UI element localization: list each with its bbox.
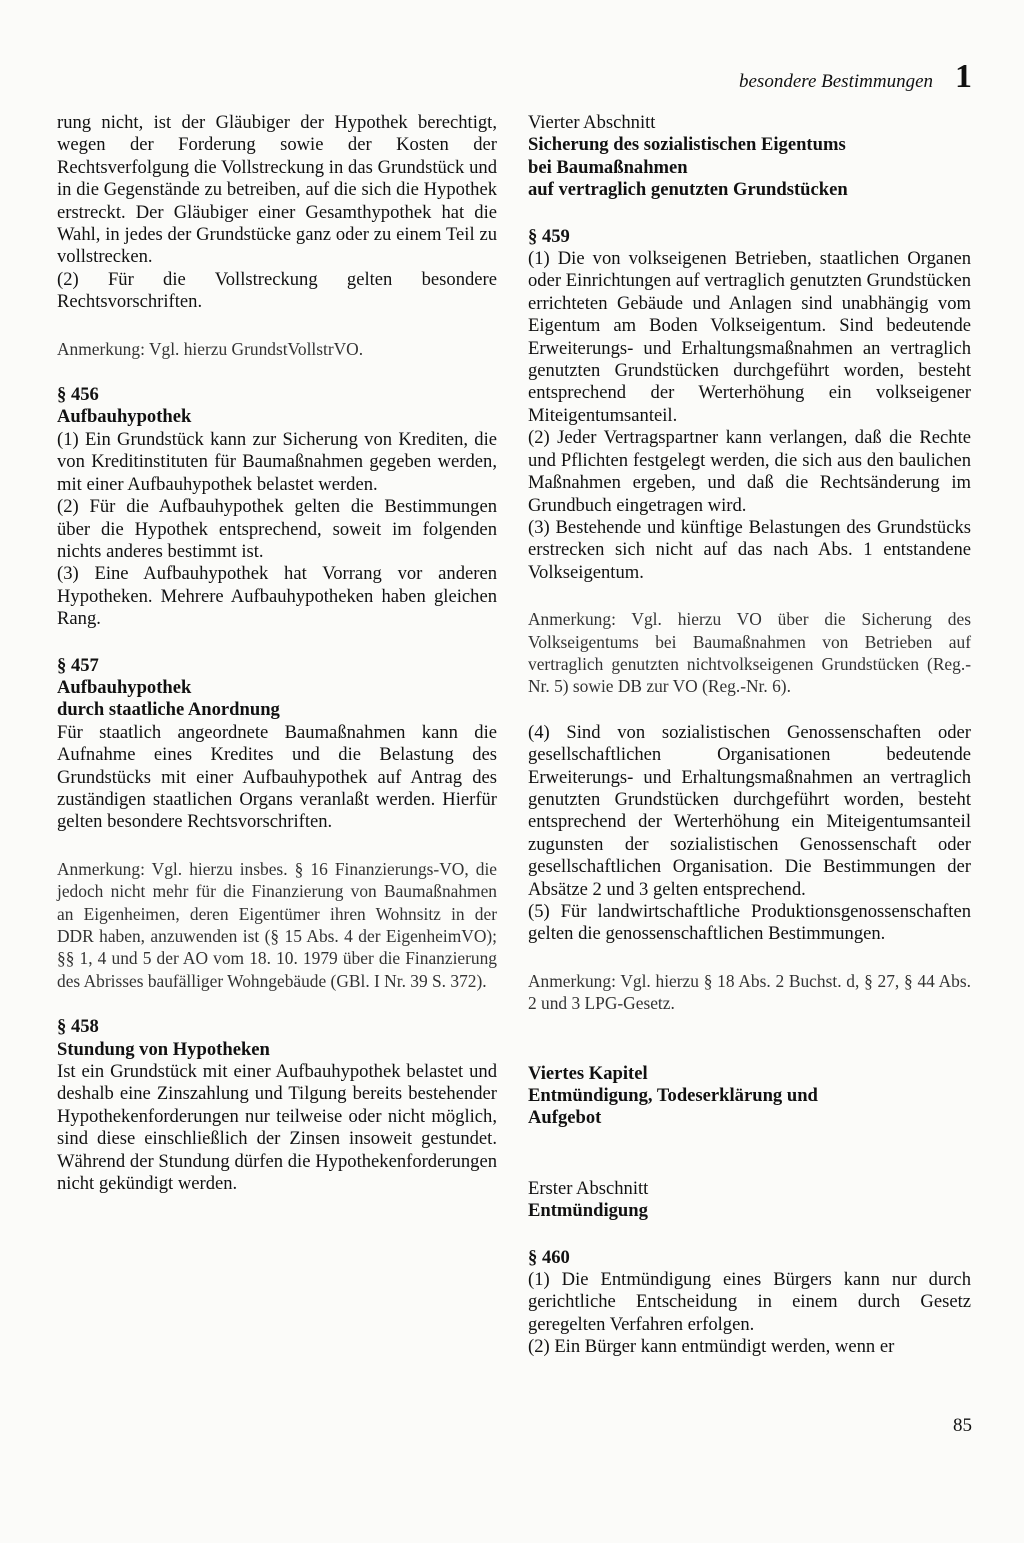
section-title: Aufbauhypothek (57, 406, 192, 428)
section-number: § 457 (57, 654, 99, 676)
paragraph: (2) Ein Bürger kann entmündigt werden, wenn er (528, 1336, 895, 1358)
paragraph: (1) Ein Grundstück kann zur Sicherung von Krediten, die von Kreditinstituten für Baumaßnahmen gegeben werden, mit einer Aufbauhypothek belastet werden. (57, 428, 497, 495)
paragraph: Ist ein Grundstück mit einer Aufbauhypothek belastet und deshalb eine Zinszahlung und Tilgung bereits bestehender Hypothekenforderungen nur teilweise oder nicht möglich, sind diese einschließlich der Zinsen insoweit gestundet. Während der Stundung dürfen die Hypothekenforderungen nicht gekündigt werden. (57, 1061, 497, 1195)
paragraph: (3) Eine Aufbauhypothek hat Vorrang vor anderen Hypotheken. Mehrere Aufbauhypotheken haben gleichen Rang. (57, 563, 497, 630)
annotation-note: Anmerkung: Vgl. hierzu § 18 Abs. 2 Buchst. d, § 27, § 44 Abs. 2 und 3 LPG-Gesetz. (528, 970, 971, 1014)
section-title: Stundung von Hypotheken (57, 1038, 270, 1060)
section-title: Aufbauhypothek (57, 676, 192, 698)
paragraph: (5) Für landwirtschaftliche Produktionsgenossenschaften gelten die genossenschaftlichen Bestimmungen. (528, 901, 971, 945)
section-457 (57, 655, 497, 993)
chapter-number: 1 (955, 58, 972, 95)
annotation-note: Anmerkung: Vgl. hierzu VO über die Sicherung des Volkseigentums bei Baumaßnahmen von Betrieben auf vertraglich genutzten nichtvolkseigenen Grundstücken (Reg.-Nr. 5) sowie DB zur VO (Reg.-Nr. 6). (528, 609, 971, 697)
continued-paragraph-2: (2) Für die Vollstreckung gelten besondere Rechtsvorschriften. (57, 268, 497, 313)
paragraph: Für staatlich angeordnete Baumaßnahmen kann die Aufnahme eines Kredites und die Belastung des Grundstücks mit einer Aufbauhypothek auf Antrag des zuständigen staatlichen Organs veranlaßt werden. Hierfür gelten besondere Rechtsvorschriften. (57, 721, 497, 833)
section-title: durch staatliche Anordnung (57, 699, 280, 721)
header-title: besondere Bestimmungen (739, 71, 933, 92)
section-456 (57, 384, 497, 630)
left-column (57, 112, 497, 1195)
annotation-note: Anmerkung: Vgl. hierzu GrundstVollstrVO. (57, 338, 364, 359)
paragraph: (1) Die Entmündigung eines Bürgers kann nur durch gerichtliche Entscheidung in einem durch Gesetz geregelten Verfahren erfolgen. (528, 1269, 971, 1335)
chapter-heading: Entmündigung, Todeserklärung und (528, 1085, 818, 1107)
section-heading: bei Baumaßnahmen (528, 156, 688, 178)
continued-paragraph: rung nicht, ist der Gläubiger der Hypothek berechtigt, wegen der Forderung sowie der Kosten der Rechtsverfolgung die Vollstreckung in das Grundstück und in die Gegenstände zu betreiben, auf die sich die Hypothek erstreckt. Der Gläubiger einer Gesamthypothek hat die Wahl, in jedes der Grundstücke ganz oder zu einem Teil zu vollstrecken. (57, 112, 497, 268)
chapter-heading: Aufgebot (528, 1107, 602, 1129)
paragraph: (2) Jeder Vertragspartner kann verlangen, daß die Rechte und Pflichten festgelegt werden, die sich aus den baulichen Maßnahmen ergeben, und daß die Rechtsänderung im Grundbuch eingetragen wird. (528, 427, 971, 516)
running-header (739, 58, 972, 96)
section-heading: auf vertraglich genutzten Grundstücken (528, 179, 848, 201)
paragraph: (1) Die von volkseigenen Betrieben, staatlichen Organen oder Einrichtungen auf vertraglich genutzten Grundstücken errichteten Gebäude und Anlagen sind unabhängig vom Eigentum am Boden Volkseigentum. Sind bedeutende Erweiterungs- und Erhaltungsmaßnahmen an vertraglich genutzten Grundstücken durchgeführt worden, besteht entsprechend der Werterhöhung ein volkseigener Miteigentumsanteil. (528, 248, 971, 426)
section-number: § 456 (57, 384, 99, 406)
section-label: Vierter Abschnitt (528, 112, 656, 133)
section-label: Erster Abschnitt (528, 1177, 649, 1199)
section-heading: Entmündigung (528, 1200, 648, 1222)
paragraph: (4) Sind von sozialistischen Genossenschaften oder gesellschaftlichen Organisationen bedeutende Erweiterungs- und Erhaltungsmaßnahmen an vertraglich genutzten Grundstücken durchgeführt worden, besteht entsprechend der Werterhöhung ein Miteigentumsanteil zugunsten der sozialistischen Genossenschaft oder gesellschaftlichen Organisation. Die Bestimmungen der Absätze 2 und 3 gelten entsprechend. (528, 721, 971, 900)
section-458 (57, 1016, 497, 1195)
section-number: § 460 (528, 1246, 570, 1268)
section-459 (528, 226, 971, 1015)
annotation-note: Anmerkung: Vgl. hierzu insbes. § 16 Finanzierungs-VO, die jedoch nicht mehr für die Finanzierung von Baumaßnahmen an Eigenheimen, deren Eigentümer ihren Wohnsitz in der DDR haben, anzuwenden ist (§ 15 Abs. 4 der EigenheimVO); §§ 1, 4 und 5 der AO vom 18. 10. 1979 über die Finanzierung des Abrisses baufälliger Wohngebäude (GBl. I Nr. 39 S. 372). (57, 858, 497, 991)
right-column (528, 112, 971, 1359)
section-number: § 458 (57, 1016, 99, 1038)
paragraph: (2) Für die Aufbauhypothek gelten die Bestimmungen über die Hypothek entsprechend, soweit im folgenden nichts anderes bestimmt ist. (57, 496, 497, 562)
section-heading: Sicherung des sozialistischen Eigentums (528, 134, 846, 156)
paragraph: (3) Bestehende und künftige Belastungen des Grundstücks erstrecken sich nicht auf das nach Abs. 1 entstandene Volkseigentum. (528, 516, 971, 583)
page-number: 85 (953, 1415, 972, 1436)
chapter-label: Viertes Kapitel (528, 1062, 648, 1084)
section-460 (528, 1247, 971, 1359)
section-number: § 459 (528, 225, 570, 247)
